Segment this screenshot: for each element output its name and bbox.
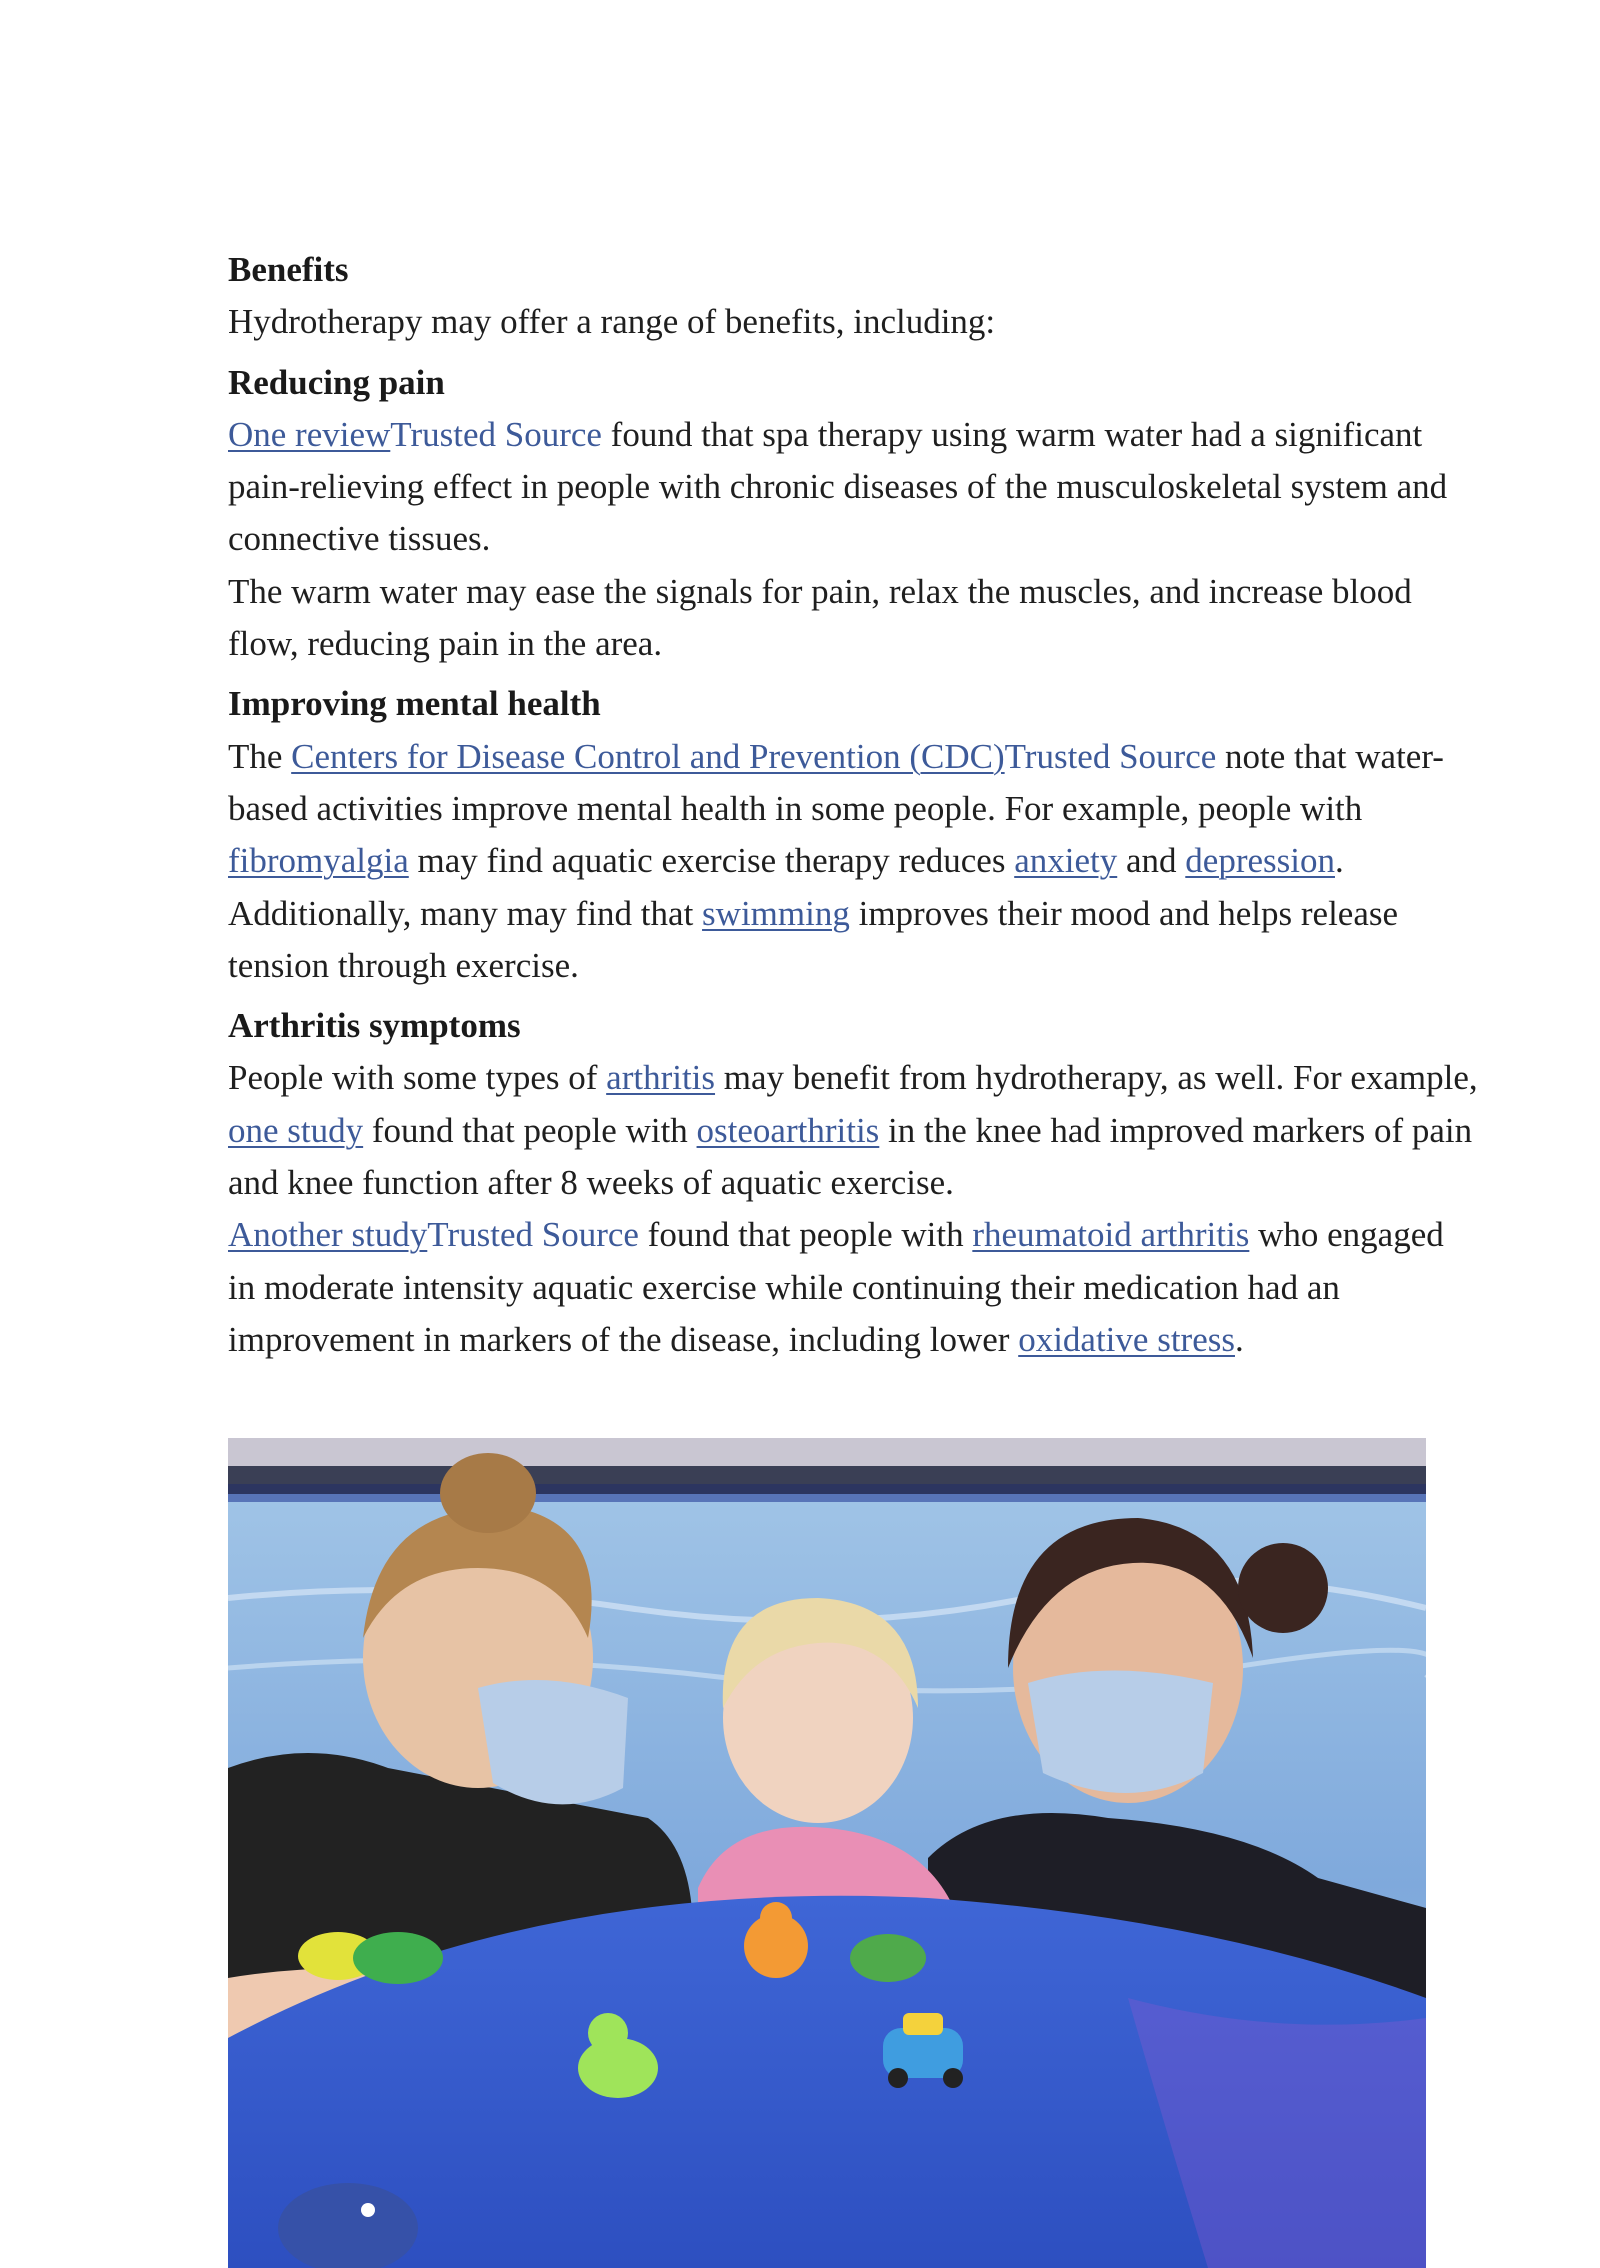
section-heading-reducing-pain: Reducing pain bbox=[228, 362, 445, 402]
pain-paragraph-1 bbox=[228, 409, 1478, 566]
mental-text-1: note that water-based activities improve mental health in some people. For example, people with bbox=[228, 736, 1444, 828]
mental-text-end: . bbox=[1334, 841, 1344, 881]
link-anxiety[interactable]: anxiety bbox=[1014, 841, 1118, 881]
arthritis-text-pre: People with some types of bbox=[228, 1058, 607, 1098]
mental-text-2: may find aquatic exercise therapy reduces bbox=[408, 841, 1015, 881]
mental-paragraph-2 bbox=[228, 888, 1478, 993]
link-depression[interactable]: depression bbox=[1185, 841, 1335, 881]
link-rheumatoid-arthritis[interactable]: rheumatoid arthritis bbox=[972, 1215, 1250, 1255]
mental-paragraph-1 bbox=[228, 731, 1478, 888]
arthritis-p2-text-1: found that people with bbox=[638, 1215, 973, 1255]
intro-paragraph: Hydrotherapy may offer a range of benefits, including: bbox=[228, 302, 996, 342]
hydrotherapy-photo bbox=[228, 1438, 1426, 2268]
pain-paragraph-2: The warm water may ease the signals for pain, relax the muscles, and increase blood flow, reducing pain in the area. bbox=[228, 571, 1412, 664]
mental-p2-pre: Additionally, many may find that bbox=[228, 893, 703, 933]
mental-text-3: and bbox=[1117, 841, 1186, 881]
section-heading-benefits: Benefits bbox=[228, 250, 349, 289]
link-fibromyalgia[interactable]: fibromyalgia bbox=[228, 841, 409, 881]
link-arthritis[interactable]: arthritis bbox=[606, 1058, 716, 1098]
link-one-review[interactable]: One review bbox=[228, 414, 391, 454]
arthritis-paragraph-1 bbox=[228, 1052, 1478, 1209]
arthritis-p2-text-2: who engaged in moderate intensity aquatic exercise while continuing their medication had an improvement in markers of the disease, including lower bbox=[228, 1215, 1444, 1359]
link-cdc[interactable]: Centers for Disease Control and Prevention (CDC) bbox=[291, 736, 1005, 776]
arthritis-p2-end: . bbox=[1234, 1319, 1244, 1359]
trusted-source-label[interactable]: Trusted Source bbox=[427, 1215, 639, 1255]
section-heading-mental-health: Improving mental health bbox=[228, 684, 601, 724]
mental-p2-text: improves their mood and helps release tension through exercise. bbox=[228, 893, 1399, 985]
link-oxidative-stress[interactable]: oxidative stress bbox=[1018, 1319, 1235, 1359]
link-another-study[interactable]: Another study bbox=[228, 1215, 428, 1255]
mental-text-pre: The bbox=[228, 736, 292, 776]
article-body bbox=[228, 244, 1478, 1366]
link-one-study[interactable]: one study bbox=[228, 1110, 364, 1150]
trusted-source-label[interactable]: Trusted Source bbox=[1004, 736, 1217, 776]
pain-text-1: found that spa therapy using warm water had a significant pain-relieving effect in people with chronic diseases of the musculoskeletal system and connective tissues. bbox=[228, 414, 1448, 559]
arthritis-paragraph-2 bbox=[228, 1209, 1478, 1366]
link-swimming[interactable]: swimming bbox=[702, 893, 850, 933]
link-osteoarthritis[interactable]: osteoarthritis bbox=[696, 1110, 880, 1150]
arthritis-text-1: may benefit from hydrotherapy, as well. For example, bbox=[715, 1058, 1478, 1098]
arthritis-text-3: in the knee had improved markers of pain and knee function after 8 weeks of aquatic exercise. bbox=[228, 1110, 1473, 1203]
arthritis-text-2: found that people with bbox=[363, 1110, 697, 1150]
trusted-source-label[interactable]: Trusted Source bbox=[390, 414, 602, 454]
section-heading-arthritis: Arthritis symptoms bbox=[228, 1006, 521, 1046]
